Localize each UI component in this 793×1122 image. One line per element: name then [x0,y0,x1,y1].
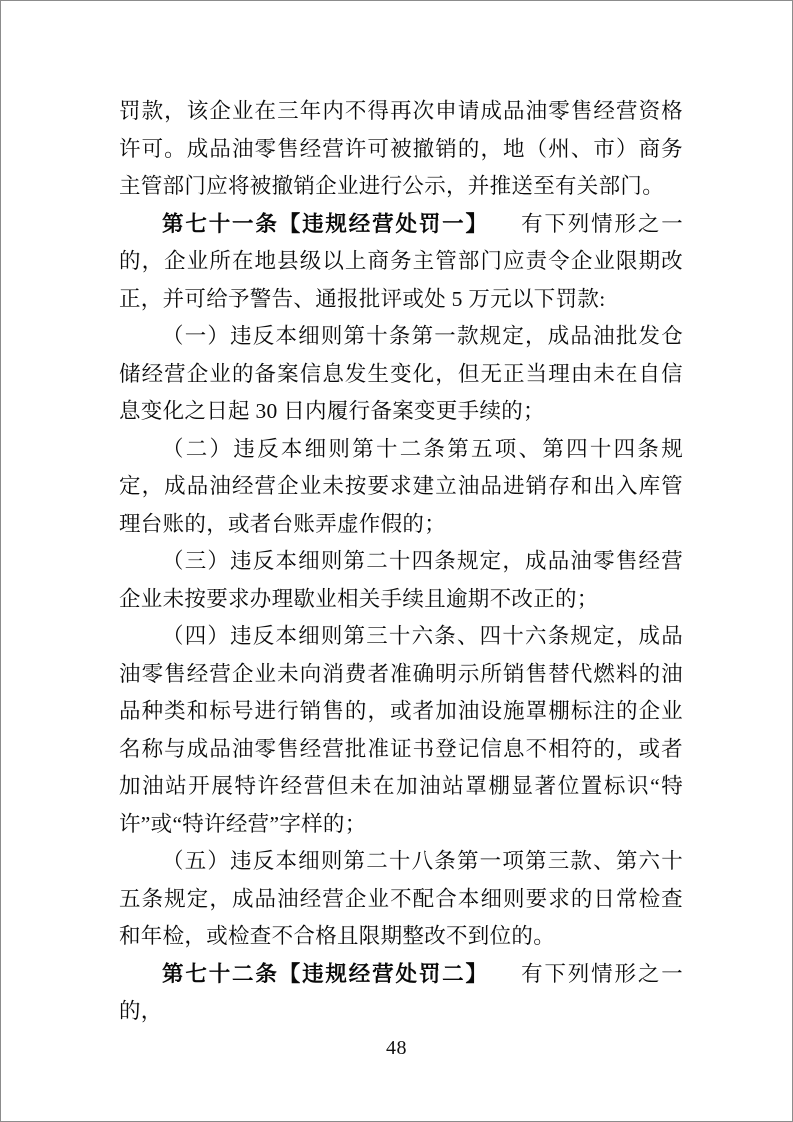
article-71-item-3: （三）违反本细则第二十四条规定，成品油零售经营企业未按要求办理歇业相关手续且逾期不改正的； [119,549,683,611]
article-72-heading: 第七十二条【违规经营处罚二】 [162,961,489,986]
page-footer [1,1037,792,1060]
article-71-intro-text: 有下列情形之一的，企业所在地县级以上商务主管部门应责令企业限期改正，并可给予警告、通报批评或处 5 万元以下罚款: [119,211,683,311]
article-71-paragraph [119,206,683,319]
article-71-item-5: （五）违反本细则第二十八条第一项第三款、第六十五条规定，成品油经营企业不配合本细则要求的日常检查和年检，或检查不合格且限期整改不到位的。 [119,849,683,948]
page-number: 48 [386,1037,407,1059]
document-body [119,93,683,1031]
article-71-item-4: （四）违反本细则第三十六条、四十六条规定，成品油零售经营企业未向消费者准确明示所销售替代燃料的油品种类和标号进行销售的，或者加油设施罩棚标注的企业名称与成品油零售经营批准证书登记信息不相符的，或者加油站开展特许经营但未在加油站罩棚显著位置标识“特许”或“特许经营”字样的； [119,624,683,836]
article-72-paragraph [119,956,683,1031]
article-71-heading: 第七十一条【违规经营处罚一】 [162,211,489,236]
article-71-item-1: （一）违反本细则第十条第一款规定，成品油批发仓储经营企业的备案信息发生变化，但无正当理由未在自信息变化之日起 30 日内履行备案变更手续的； [119,324,683,423]
paragraph-continuation: 罚款，该企业在三年内不得再次申请成品油零售经营资格许可。成品油零售经营许可被撤销的，地（州、市）商务主管部门应将被撤销企业进行公示，并推送至有关部门。 [119,99,683,198]
article-72-intro-text: 有下列情形之一的， [119,961,683,1023]
article-71-item-2: （二）违反本细则第十二条第五项、第四十四条规定，成品油经营企业未按要求建立油品进销存和出入库管理台账的，或者台账弄虚作假的； [119,436,683,536]
